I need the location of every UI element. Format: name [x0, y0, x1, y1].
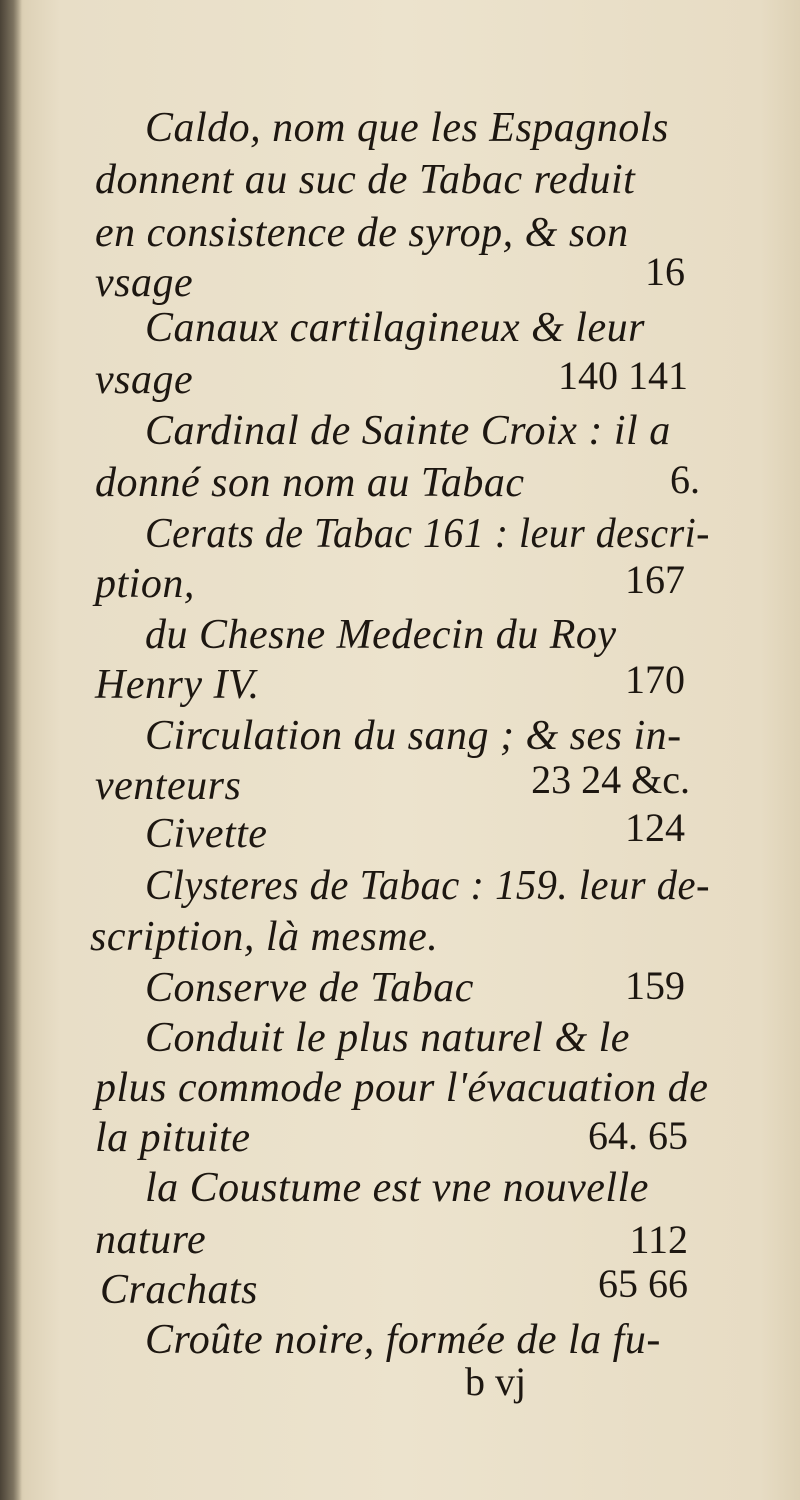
page-reference: 140 141 [558, 353, 688, 398]
page-reference: 170 [625, 657, 685, 702]
index-line: Crachats [100, 1267, 259, 1313]
index-line: la pituite [95, 1115, 251, 1161]
index-line: vsage [95, 357, 194, 403]
index-line: Conserve de Tabac [145, 965, 474, 1011]
index-line: Civette [145, 811, 268, 857]
index-line: Canaux cartilagineux & leur [145, 305, 645, 351]
index-line: du Chesne Medecin du Roy [145, 612, 617, 658]
index-line: Henry IV. [95, 662, 260, 708]
signature-mark: b vj [465, 1359, 527, 1404]
index-line: Cardinal de Sainte Croix : il a [145, 408, 671, 454]
page-reference: 167 [625, 557, 685, 602]
page-reference: 112 [629, 1217, 688, 1262]
index-line: Cerats de Tabac 161 : leur descri- [145, 511, 710, 557]
index-line: venteurs [95, 763, 242, 809]
page-reference: 124 [625, 805, 685, 850]
index-line: scription, là mesme. [90, 914, 439, 960]
index-line: Conduit le plus naturel & le [145, 1015, 630, 1061]
page-reference: 64. 65 [588, 1113, 688, 1158]
index-line: Croûte noire, formée de la fu- [145, 1317, 661, 1363]
index-line: nature [95, 1217, 207, 1263]
index-line: plus commode pour l'évacuation de [95, 1065, 709, 1111]
page-gutter-shadow [0, 0, 22, 1500]
page-reference: 159 [625, 963, 685, 1008]
page-reference: 6. [670, 457, 700, 502]
index-line: Clysteres de Tabac : 159. leur de- [145, 863, 711, 909]
page-reference: 65 66 [598, 1261, 688, 1306]
index-line: en consistence de syrop, & son [95, 210, 629, 256]
index-line: vsage [95, 260, 194, 306]
index-line: Circulation du sang ; & ses in- [145, 713, 682, 759]
index-line: la Coustume est vne nouvelle [145, 1165, 649, 1211]
index-line: donné son nom au Tabac [95, 460, 525, 506]
page-reference: 23 24 &c. [531, 757, 690, 802]
page-reference: 16 [645, 249, 685, 294]
index-line: Caldo, nom que les Espagnols [145, 105, 669, 151]
index-line: donnent au suc de Tabac reduit [95, 157, 636, 203]
index-line: ption, [95, 561, 195, 607]
